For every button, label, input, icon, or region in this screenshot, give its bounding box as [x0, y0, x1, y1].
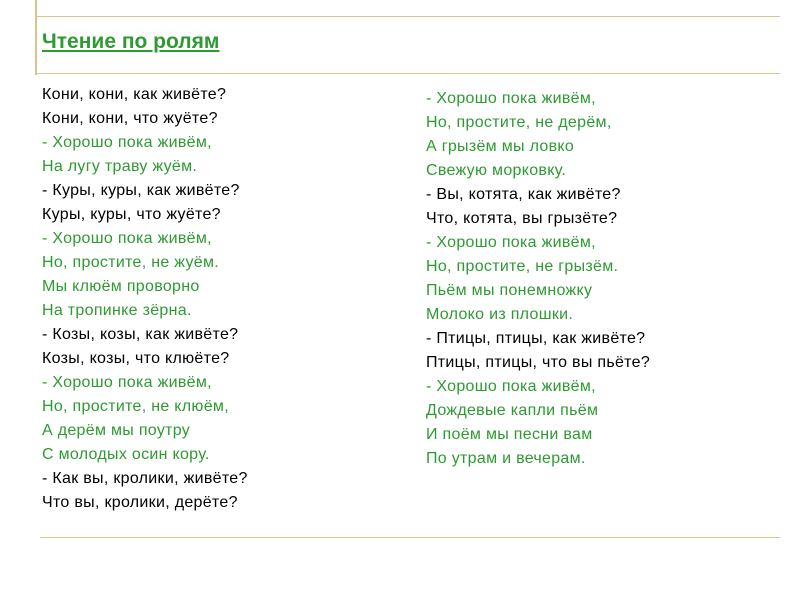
poem-line: - Вы, котята, как живёте?	[426, 186, 621, 203]
poem-line: Молоко из плошки.	[426, 306, 574, 323]
poem-line: Но, простите, не грызём.	[426, 258, 619, 275]
poem-line: - Хорошо пока живём,	[42, 374, 212, 391]
poem-line: Что вы, кролики, дерёте?	[42, 494, 238, 511]
poem-line: - Хорошо пока живём,	[426, 234, 596, 251]
poem-line: - Птицы, птицы, как живёте?	[426, 330, 646, 347]
decorative-bottom-rule	[40, 537, 780, 538]
poem-line: Куры, куры, что жуёте?	[42, 206, 221, 223]
poem-line: - Хорошо пока живём,	[426, 378, 596, 395]
poem-line: Свежую морковку.	[426, 162, 567, 179]
decorative-vertical-rule	[35, 0, 37, 75]
poem-line: На тропинке зёрна.	[42, 302, 192, 319]
slide-title: Чтение по ролям	[42, 30, 220, 53]
poem-line: И поём мы песни вам	[426, 426, 593, 443]
poem-line: Козы, козы, что клюёте?	[42, 350, 230, 367]
poem-right-column	[426, 87, 650, 471]
poem-line: С молодых осин кору.	[42, 446, 210, 463]
poem-line: Но, простите, не дерём,	[426, 114, 612, 131]
decorative-top-rule	[35, 16, 780, 17]
poem-line: А дерём мы поутру	[42, 422, 191, 439]
poem-line: - Хорошо пока живём,	[42, 134, 212, 151]
poem-line: Но, простите, не клюём,	[42, 398, 229, 415]
poem-line: Пьём мы понемножку	[426, 282, 593, 299]
poem-line: Птицы, птицы, что вы пьёте?	[426, 354, 651, 371]
poem-line: Мы клюём проворно	[42, 278, 200, 295]
poem-line: Дождевые капли пьём	[426, 402, 599, 419]
poem-line: - Куры, куры, как живёте?	[42, 182, 240, 199]
poem-line: Кони, кони, что жуёте?	[42, 110, 218, 127]
poem-line: - Как вы, кролики, живёте?	[42, 470, 248, 487]
poem-line: На лугу траву жуём.	[42, 158, 198, 175]
poem-line: - Козы, козы, как живёте?	[42, 326, 239, 343]
poem-line: Кони, кони, как живёте?	[42, 86, 227, 103]
poem-line: А грызём мы ловко	[426, 138, 575, 155]
poem-line: По утрам и вечерам.	[426, 450, 586, 467]
title-underline-rule	[35, 73, 780, 74]
poem-line: Что, котята, вы грызёте?	[426, 210, 618, 227]
poem-line: - Хорошо пока живём,	[42, 230, 212, 247]
poem-line: - Хорошо пока живём,	[426, 90, 596, 107]
poem-left-column	[42, 83, 248, 515]
poem-line: Но, простите, не жуём.	[42, 254, 220, 271]
